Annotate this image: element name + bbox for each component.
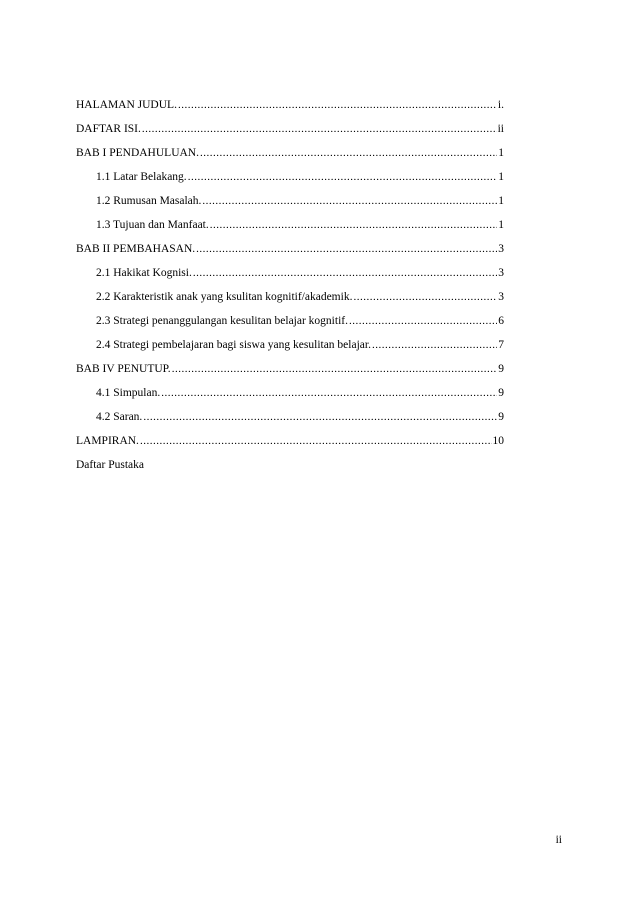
toc-entry-page: i.: [497, 99, 504, 111]
toc-entry-page: 3: [498, 267, 504, 279]
toc-entry: [76, 429, 504, 453]
toc-entry-page: 9: [498, 363, 504, 375]
toc-entry-page: 1: [498, 171, 504, 183]
toc-entry-page: 7: [498, 339, 504, 351]
toc-entry-label: 2.1 Hakikat Kognisi.: [96, 267, 192, 279]
toc-entry: [76, 453, 504, 477]
toc-dot-leader: [188, 165, 498, 189]
toc-entry: [76, 141, 504, 165]
toc-dot-leader: [372, 333, 497, 357]
toc-entry: [76, 285, 504, 309]
toc-entry-label: BAB IV PENUTUP.: [76, 363, 171, 375]
toc-entry-label: 2.2 Karakteristik anak yang ksulitan kognitif/akademik.: [96, 291, 353, 303]
toc-entry-page: 3: [498, 291, 504, 303]
toc-dot-leader: [196, 237, 497, 261]
toc-entry-page: 3: [498, 243, 504, 255]
toc-entry: [76, 309, 504, 333]
toc-dot-leader: [140, 429, 492, 453]
toc-entry-label: 4.1 Simpulan.: [96, 387, 161, 399]
toc-entry-label: Daftar Pustaka: [76, 459, 145, 471]
toc-entry-label: 2.3 Strategi penanggulangan kesulitan belajar kognitif.: [96, 315, 348, 327]
toc-entry-label: 1.2 Rumusan Masalah.: [96, 195, 202, 207]
toc-entry-page: 1: [498, 219, 504, 231]
toc-entry-page: 9: [498, 387, 504, 399]
toc-dot-leader: [200, 141, 497, 165]
table-of-contents: [76, 93, 504, 477]
toc-entry-page: 6: [498, 315, 504, 327]
toc-entry-label: BAB II PEMBAHASAN.: [76, 243, 196, 255]
toc-entry-page: 1: [498, 147, 504, 159]
toc-dot-leader: [172, 357, 498, 381]
toc-dot-leader: [349, 309, 497, 333]
toc-entry-label: 2.4 Strategi pembelajaran bagi siswa yang kesulitan belajar.: [96, 339, 371, 351]
toc-entry-label: 4.2 Saran.: [96, 411, 143, 423]
toc-entry: [76, 261, 504, 285]
toc-entry-page: 9: [498, 411, 504, 423]
toc-entry: [76, 357, 504, 381]
toc-entry: [76, 237, 504, 261]
toc-entry-label: 1.1 Latar Belakang.: [96, 171, 187, 183]
toc-dot-leader: [202, 189, 497, 213]
toc-entry-label: LAMPIRAN.: [76, 435, 139, 447]
toc-entry: [76, 117, 504, 141]
toc-dot-leader: [210, 213, 497, 237]
toc-entry: [76, 381, 504, 405]
toc-dot-leader: [353, 285, 497, 309]
toc-entry: [76, 189, 504, 213]
toc-entry-page: ii: [497, 123, 504, 135]
toc-entry-page: 1: [498, 195, 504, 207]
toc-entry-label: HALAMAN JUDUL.: [76, 99, 177, 111]
toc-entry-page: 10: [492, 435, 504, 447]
toc-entry-label: BAB I PENDAHULUAN.: [76, 147, 199, 159]
toc-dot-leader: [193, 261, 497, 285]
toc-entry-label: 1.3 Tujuan dan Manfaat.: [96, 219, 209, 231]
toc-entry: [76, 333, 504, 357]
toc-dot-leader: [143, 405, 497, 429]
toc-dot-leader: [161, 381, 497, 405]
toc-entry: [76, 405, 504, 429]
page-number: ii: [555, 834, 562, 846]
toc-entry: [76, 165, 504, 189]
toc-dot-leader: [142, 117, 497, 141]
toc-entry: [76, 93, 504, 117]
toc-entry: [76, 213, 504, 237]
toc-entry-label: DAFTAR ISI.: [76, 123, 141, 135]
toc-dot-leader: [178, 93, 497, 117]
